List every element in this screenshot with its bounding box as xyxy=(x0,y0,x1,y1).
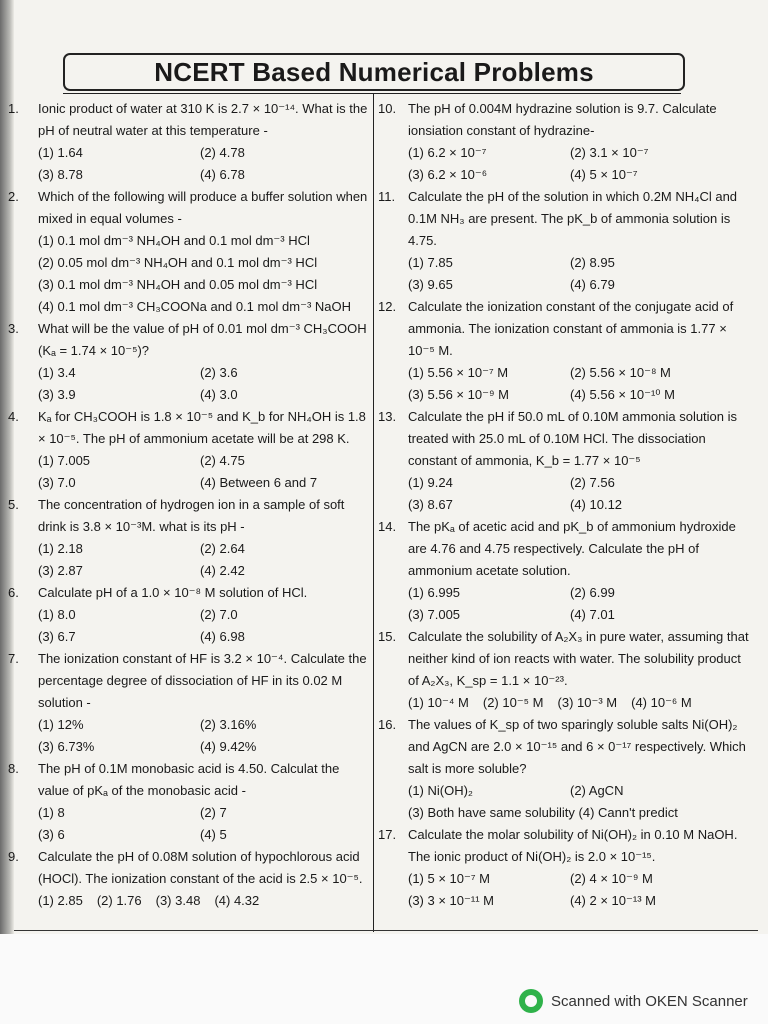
option: (3) 10⁻³ M xyxy=(557,695,618,710)
question-text: Ionic product of water at 310 K is 2.7 × 10⁻¹⁴. What is the pH of neutral water at this temperature - xyxy=(38,101,368,138)
question-text: The values of K_sp of two sparingly soluble salts Ni(OH)₂ and AgCN are 2.0 × 10⁻¹⁵ and 6 × 0⁻¹⁷ respectively. Which salt is more soluble? xyxy=(408,717,746,776)
option: (1) 5.56 × 10⁻⁷ M xyxy=(408,365,509,380)
question xyxy=(8,98,368,186)
question-text: Calculate the ionization constant of the conjugate acid of ammonia. The ionization constant of ammonia is 1.77 × 10⁻⁵ M. xyxy=(408,299,734,358)
question xyxy=(8,318,368,406)
column-divider xyxy=(373,94,374,932)
option: (4) 6.98 xyxy=(200,629,245,644)
option: (2) 3.1 × 10⁻⁷ xyxy=(570,145,649,160)
option: (3) 6.2 × 10⁻⁶ xyxy=(408,167,488,182)
question xyxy=(8,186,368,318)
option: (4) 9.42% xyxy=(200,739,257,754)
option: (2) AgCN xyxy=(570,783,624,798)
options-grid xyxy=(38,714,368,758)
options-grid xyxy=(38,362,368,406)
question-number: 7. xyxy=(8,651,19,666)
question xyxy=(378,296,750,406)
option: (3) 0.1 mol dm⁻³ NH₄OH and 0.05 mol dm⁻³ HCl xyxy=(38,277,318,292)
question xyxy=(8,494,368,582)
option: (4) 4.32 xyxy=(214,893,260,908)
option: (3) 3.48 xyxy=(155,893,201,908)
option: (1) 12% xyxy=(38,717,84,732)
options-grid xyxy=(38,450,368,494)
option: (1) 8 xyxy=(38,805,65,820)
question-number: 6. xyxy=(8,585,19,600)
options-grid xyxy=(408,142,750,186)
option: (4) 5.56 × 10⁻¹⁰ M xyxy=(570,387,675,402)
option: (4) 0.1 mol dm⁻³ CH₃COONa and 0.1 mol dm⁻³ NaOH xyxy=(38,299,352,314)
option: (2) 2.64 xyxy=(200,541,245,556)
option: (1) 10⁻⁴ M xyxy=(408,695,469,710)
question-text: Calculate the pH of the solution in which 0.2M NH₄Cl and 0.1M NH₃ are present. The pK_b of ammonia solution is 4.75. xyxy=(408,189,738,248)
option: (3) Both have same solubility (4) Cann't predict xyxy=(408,805,678,820)
option: (3) 8.78 xyxy=(38,167,83,182)
option: (3) 7.0 xyxy=(38,475,76,490)
page-title: NCERT Based Numerical Problems xyxy=(154,56,594,87)
option: (1) 6.995 xyxy=(408,585,461,600)
option: (2) 7 xyxy=(200,805,227,820)
options-grid xyxy=(408,780,750,802)
option: (1) 2.18 xyxy=(38,541,83,556)
bottom-rule xyxy=(14,930,758,931)
question xyxy=(8,758,368,846)
options-grid xyxy=(408,472,750,516)
question-text: Which of the following will produce a buffer solution when mixed in equal volumes - xyxy=(38,189,368,226)
question-number: 15. xyxy=(378,629,397,644)
option: (4) 10.12 xyxy=(570,497,623,512)
option: (4) 6.78 xyxy=(200,167,245,182)
option: (3) 9.65 xyxy=(408,277,453,292)
oken-logo-icon xyxy=(519,989,543,1013)
question-text: Calculate the molar solubility of Ni(OH)₂ in 0.10 M NaOH. The ionic product of Ni(OH)₂ is 2.0 × 10⁻¹⁵. xyxy=(408,827,738,864)
option: (1) 9.24 xyxy=(408,475,453,490)
question-number: 16. xyxy=(378,717,397,732)
option: (2) 5.56 × 10⁻⁸ M xyxy=(570,365,671,380)
scanner-footer xyxy=(519,989,748,1013)
question-number: 8. xyxy=(8,761,19,776)
question xyxy=(378,824,750,912)
option: (2) 0.05 mol dm⁻³ NH₄OH and 0.1 mol dm⁻³ HCl xyxy=(38,255,318,270)
question-number: 2. xyxy=(8,189,19,204)
option: (4) 3.0 xyxy=(200,387,238,402)
option: (3) 3 × 10⁻¹¹ M xyxy=(408,893,494,908)
options-row xyxy=(408,692,750,714)
question xyxy=(8,846,368,912)
question xyxy=(378,186,750,296)
option: (1) 2.85 xyxy=(38,893,83,908)
question-text: Calculate the solubility of A₂X₃ in pure water, assuming that neither kind of ion reacts with water. The solubility product of A₂X₃, K_sp = 1.1 × 10⁻²³. xyxy=(408,629,749,688)
question-text: Kₐ for CH₃COOH is 1.8 × 10⁻⁵ and K_b for NH₄OH is 1.8 × 10⁻⁵. The pH of ammonium acetate will be at 298 K. xyxy=(38,409,366,446)
option: (3) 8.67 xyxy=(408,497,453,512)
option: (2) 4.75 xyxy=(200,453,245,468)
question-number: 17. xyxy=(378,827,397,842)
question-text: Calculate pH of a 1.0 × 10⁻⁸ M solution of HCl. xyxy=(38,585,308,600)
title-rule xyxy=(63,93,681,94)
option: (1) 6.2 × 10⁻⁷ xyxy=(408,145,487,160)
option: (4) 2.42 xyxy=(200,563,245,578)
option: (1) 1.64 xyxy=(38,145,83,160)
option: (3) 2.87 xyxy=(38,563,83,578)
option: (3) 5.56 × 10⁻⁹ M xyxy=(408,387,509,402)
option: (2) 7.0 xyxy=(200,607,238,622)
option: (4) 2 × 10⁻¹³ M xyxy=(570,893,656,908)
option: (3) 6.7 xyxy=(38,629,76,644)
footer-text: Scanned with OKEN Scanner xyxy=(551,992,748,1010)
question-number: 5. xyxy=(8,497,19,512)
question xyxy=(378,714,750,824)
option: (2) 3.6 xyxy=(200,365,238,380)
question xyxy=(8,406,368,494)
option: (1) 5 × 10⁻⁷ M xyxy=(408,871,491,886)
options-grid xyxy=(408,582,750,626)
option: (3) 6 xyxy=(38,827,65,842)
question xyxy=(8,648,368,758)
option: (4) Between 6 and 7 xyxy=(200,475,318,490)
option: (2) 1.76 xyxy=(96,893,142,908)
option: (1) 0.1 mol dm⁻³ NH₄OH and 0.1 mol dm⁻³ HCl xyxy=(38,233,310,248)
option: (4) 7.01 xyxy=(570,607,615,622)
question-text: Calculate the pH if 50.0 mL of 0.10M ammonia solution is treated with 25.0 mL of 0.10M HCl. The dissociation constant of ammonia, K_b = 1.77 × 10⁻⁵ xyxy=(408,409,738,468)
option: (2) 6.99 xyxy=(570,585,615,600)
question-number: 9. xyxy=(8,849,19,864)
option: (4) 6.79 xyxy=(570,277,615,292)
question-text: The pKₐ of acetic acid and pK_b of ammonium hydroxide are 4.76 and 4.75 respectively. Calculate the pH of ammonium acetate solution. xyxy=(408,519,736,578)
option: (2) 4 × 10⁻⁹ M xyxy=(570,871,653,886)
question-text: What will be the value of pH of 0.01 mol dm⁻³ CH₃COOH (Kₐ = 1.74 × 10⁻⁵)? xyxy=(38,321,367,358)
option: (4) 10⁻⁶ M xyxy=(631,695,692,710)
options-grid xyxy=(38,142,368,186)
left-column xyxy=(8,98,368,912)
question-text: The ionization constant of HF is 3.2 × 10⁻⁴. Calculate the percentage degree of dissociation of HF in its 0.02 M solution - xyxy=(38,651,367,710)
question xyxy=(378,98,750,186)
question xyxy=(378,626,750,714)
options-grid xyxy=(38,802,368,846)
option: (4) 5 xyxy=(200,827,227,842)
option: (3) 6.73% xyxy=(38,739,95,754)
question-number: 12. xyxy=(378,299,397,314)
question-text: Calculate the pH of 0.08M solution of hypochlorous acid (HOCl). The ionization constant of the acid is 2.5 × 10⁻⁵. xyxy=(38,849,363,886)
option: (1) 3.4 xyxy=(38,365,76,380)
option: (2) 8.95 xyxy=(570,255,615,270)
options-row xyxy=(38,890,368,912)
question-number: 11. xyxy=(378,189,396,204)
question-text: The pH of 0.1M monobasic acid is 4.50. Calculat the value of pKₐ of the monobasic acid - xyxy=(38,761,340,798)
question-number: 10. xyxy=(378,101,397,116)
right-column xyxy=(378,98,750,912)
option: (2) 3.16% xyxy=(200,717,257,732)
option: (3) 7.005 xyxy=(408,607,461,622)
option: (1) Ni(OH)₂ xyxy=(408,783,473,798)
question xyxy=(378,516,750,626)
title-box xyxy=(63,53,685,91)
option: (2) 10⁻⁵ M xyxy=(482,695,544,710)
option: (3) 3.9 xyxy=(38,387,76,402)
option: (1) 8.0 xyxy=(38,607,76,622)
question xyxy=(8,582,368,648)
options-grid xyxy=(408,362,750,406)
option: (2) 4.78 xyxy=(200,145,245,160)
options-grid xyxy=(38,538,368,582)
option: (1) 7.85 xyxy=(408,255,453,270)
question-text: The pH of 0.004M hydrazine solution is 9.7. Calculate ionsiation constant of hydrazine- xyxy=(408,101,717,138)
question-number: 4. xyxy=(8,409,19,424)
question xyxy=(378,406,750,516)
question-number: 14. xyxy=(378,519,397,534)
options-grid xyxy=(408,252,750,296)
option: (1) 7.005 xyxy=(38,453,91,468)
options-grid xyxy=(38,604,368,648)
question-number: 3. xyxy=(8,321,19,336)
option: (4) 5 × 10⁻⁷ xyxy=(570,167,638,182)
question-text: The concentration of hydrogen ion in a sample of soft drink is 3.8 × 10⁻³M. what is its pH - xyxy=(38,497,345,534)
options-grid xyxy=(408,868,750,912)
question-number: 13. xyxy=(378,409,397,424)
question-number: 1. xyxy=(8,101,19,116)
option: (2) 7.56 xyxy=(570,475,615,490)
